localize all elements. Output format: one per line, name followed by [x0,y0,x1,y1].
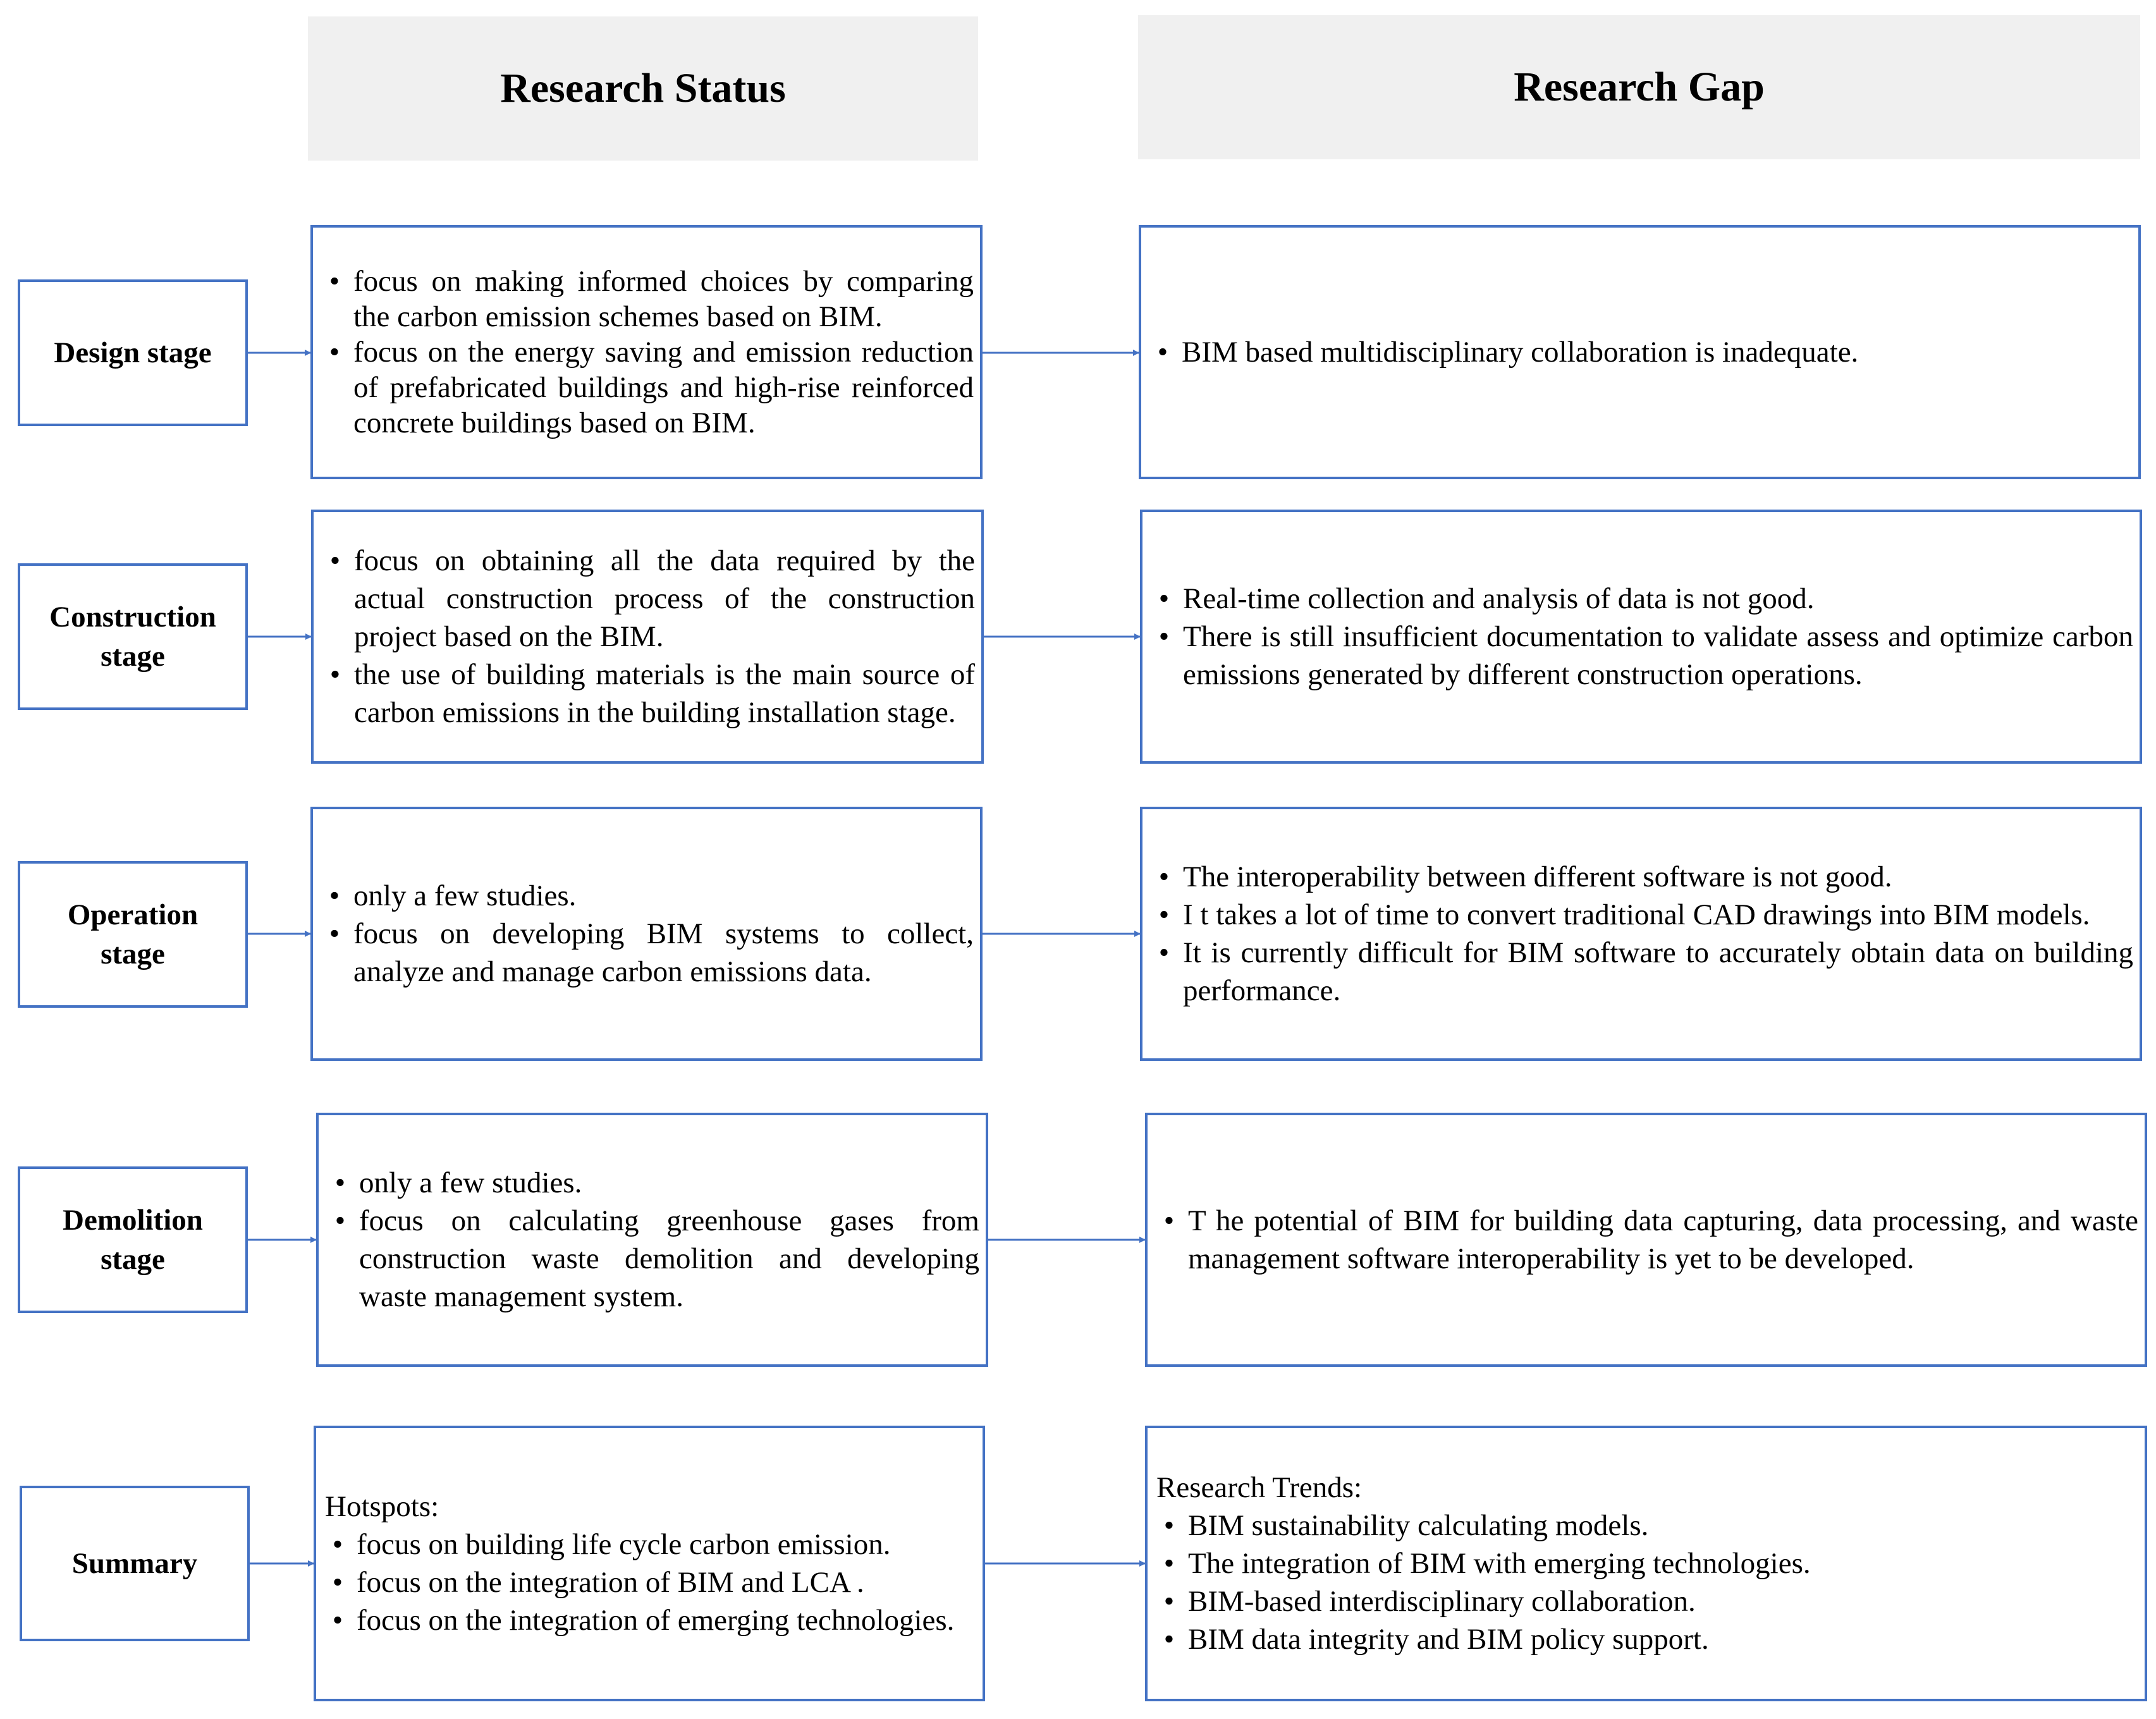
list-item: • BIM data integrity and BIM policy support. [1156,1620,2138,1658]
list-item: • only a few studies. [328,1164,979,1202]
list-item: • focus on making informed choices by comparing the carbon emission schemes based on BIM. [322,264,974,334]
stage-summary-label: Summary [71,1547,198,1580]
list-item: • focus on building life cycle carbon emission. [325,1526,976,1563]
list-item: • focus on obtaining all the data required by the actual construction process of the construction project based on the BIM. [322,542,975,656]
stage-operation-label: Operation stage [67,898,199,970]
status-box-summary [314,1426,985,1701]
list-item: • focus on the energy saving and emission reduction of prefabricated buildings and high-rise reinforced concrete buildings based on BIM. [322,334,974,441]
gap-box-design [1139,225,2141,479]
stage-design [18,279,248,426]
gap-box-operation [1140,807,2142,1061]
status-box-demolition [316,1113,988,1367]
list-item: • Real-time collection and analysis of data is not good. [1151,580,2133,618]
stage-construction [18,563,248,710]
stage-summary [20,1486,250,1641]
list-item: • The integration of BIM with emerging technologies. [1156,1545,2138,1582]
stage-construction-label: Construction stage [49,601,216,673]
stage-demolition-label: Demolition stage [63,1204,203,1276]
list-item: • BIM sustainability calculating models. [1156,1507,2138,1545]
list-item: • the use of building materials is the main source of carbon emissions in the building installation stage. [322,656,975,731]
list-item: • I t takes a lot of time to convert traditional CAD drawings into BIM models. [1151,896,2133,934]
research-gap-title: Research Gap [1514,64,1765,110]
list-item: • BIM based multidisciplinary collaboration is inadequate. [1150,333,2132,371]
list-item: • focus on the integration of BIM and LCA . [325,1563,976,1601]
list-item: • The interoperability between different software is not good. [1151,858,2133,896]
stage-design-label: Design stage [54,336,212,369]
list-item: • only a few studies. [322,877,974,915]
list-item: • There is still insufficient documentation to validate assess and optimize carbon emissions generated by different construction operations. [1151,618,2133,694]
status-box-design [310,225,983,479]
status-box-construction [311,510,984,764]
research-status-title: Research Status [500,65,786,111]
list-item: • focus on developing BIM systems to collect, analyze and manage carbon emissions data. [322,915,974,991]
gap-box-construction [1140,510,2142,764]
stage-demolition [18,1166,248,1313]
list-item: • It is currently difficult for BIM software to accurately obtain data on building performance. [1151,934,2133,1010]
stage-operation [18,861,248,1008]
list-item: • focus on calculating greenhouse gases from construction waste demolition and developing waste management system. [328,1202,979,1316]
gap-box-summary [1145,1426,2147,1701]
list-item: • T he potential of BIM for building data capturing, data processing, and waste management software interoperability is yet to be developed. [1156,1202,2138,1278]
gap-box-demolition [1145,1113,2147,1367]
status-box-operation [310,807,983,1061]
research-trends-heading: Research Trends: [1156,1471,1363,1504]
list-item: • BIM-based interdisciplinary collaboration. [1156,1582,2138,1620]
list-item: • focus on the integration of emerging technologies. [325,1601,976,1639]
hotspots-heading: Hotspots: [325,1490,439,1523]
